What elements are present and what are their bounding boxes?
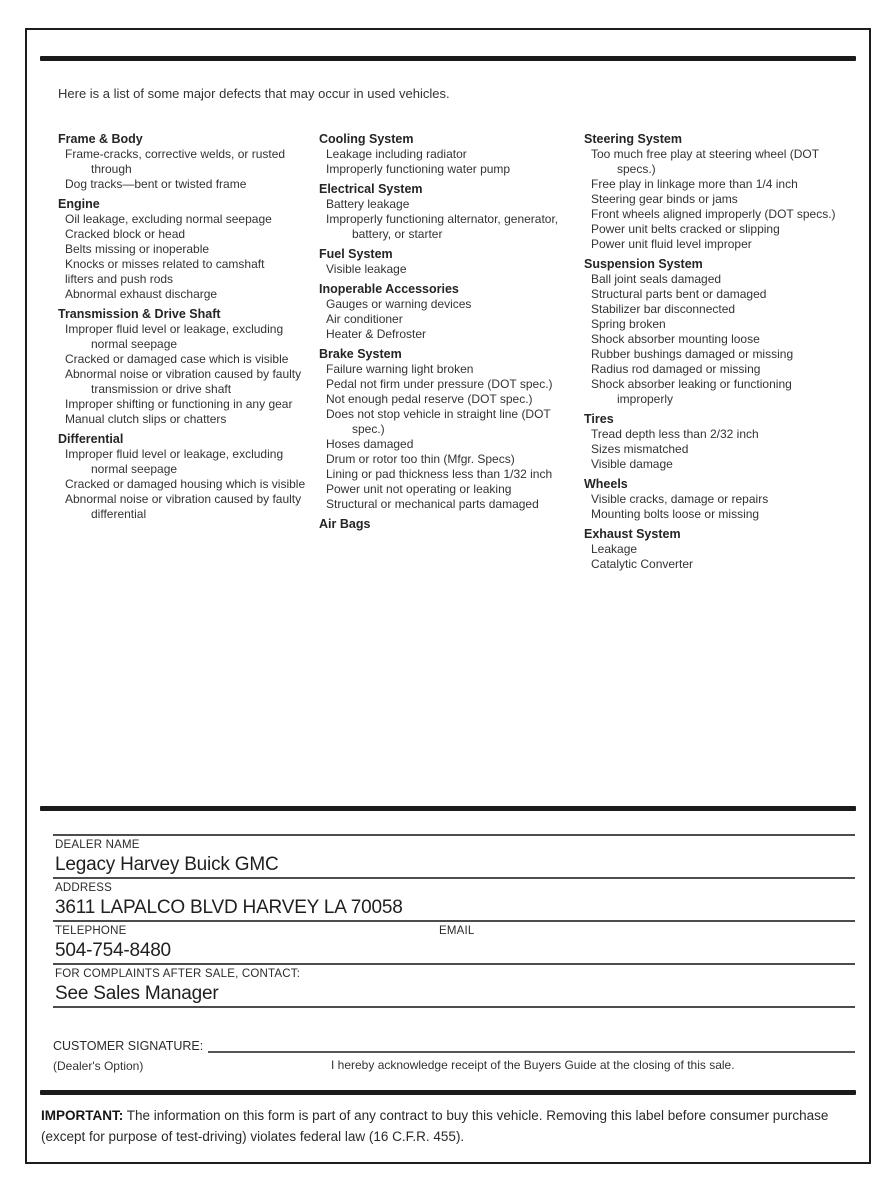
- defect-item: Tread depth less than 2/32 inch: [591, 427, 759, 441]
- defect-item: Oil leakage, excluding normal seepage: [65, 212, 272, 226]
- defect-item: Mounting bolts loose or missing: [591, 507, 760, 521]
- defect-section-title: Exhaust System: [584, 527, 681, 541]
- defect-item: Radius rod damaged or missing: [591, 362, 761, 376]
- defect-item: Visible damage: [591, 457, 673, 471]
- defect-item: Improper fluid level or leakage, excluding normal seepage: [65, 322, 284, 351]
- email-value: [439, 938, 855, 962]
- defect-item: Structural or mechanical parts damaged: [326, 497, 539, 511]
- defects-column: [58, 132, 319, 522]
- dealer-name-label: DEALER NAME: [55, 839, 140, 851]
- defect-item: Dog tracks—bent or twisted frame: [65, 177, 247, 191]
- defect-item: Knocks or misses related to camshaft: [65, 257, 265, 271]
- acknowledgement-text: I hereby acknowledge receipt of the Buyers Guide at the closing of this sale.: [331, 1058, 735, 1072]
- defect-section-title: Inoperable Accessories: [319, 282, 459, 296]
- defect-item: Shock absorber mounting loose: [591, 332, 760, 346]
- defect-section-title: Air Bags: [319, 517, 371, 531]
- defect-section-title: Frame & Body: [58, 132, 143, 146]
- defect-item: Cracked or damaged housing which is visible: [65, 477, 306, 491]
- defect-item: lifters and push rods: [65, 272, 174, 286]
- defect-item: Power unit belts cracked or slipping: [591, 222, 780, 236]
- defect-item: Free play in linkage more than 1/4 inch: [591, 177, 798, 191]
- defect-item: Gauges or warning devices: [326, 297, 472, 311]
- defect-item: Hoses damaged: [326, 437, 414, 451]
- defect-item: Power unit not operating or leaking: [326, 482, 512, 496]
- dealer-name-value: Legacy Harvey Buick GMC: [55, 854, 279, 875]
- defect-item: Steering gear binds or jams: [591, 192, 738, 206]
- defect-item: Ball joint seals damaged: [591, 272, 722, 286]
- defect-item: Rubber bushings damaged or missing: [591, 347, 794, 361]
- address-field: [53, 877, 855, 920]
- defect-item: Failure warning light broken: [326, 362, 474, 376]
- defect-item: Improperly functioning water pump: [326, 162, 511, 176]
- defect-item: Spring broken: [591, 317, 666, 331]
- buyers-guide-back-page: [25, 28, 871, 1164]
- telephone-subfield: [55, 925, 439, 963]
- defects-intro-text: Here is a list of some major defects that may occur in used vehicles.: [58, 86, 450, 101]
- important-section-divider-rule: [40, 1090, 856, 1095]
- customer-signature-row: [53, 1039, 855, 1053]
- defect-item: Leakage: [591, 542, 638, 556]
- defects-column: [584, 132, 857, 572]
- defect-item: Air conditioner: [326, 312, 403, 326]
- customer-signature-label: CUSTOMER SIGNATURE:: [53, 1039, 204, 1053]
- defect-section-title: Wheels: [584, 477, 628, 491]
- defect-section-title: Electrical System: [319, 182, 423, 196]
- important-text: The information on this form is part of any contract to buy this vehicle. Removing this label before consumer purchase (except for purpose of test-driving) violates federal law (16 C.F.R. 455).: [41, 1108, 829, 1144]
- defect-item: Abnormal exhaust discharge: [65, 287, 218, 301]
- defect-item: Stabilizer bar disconnected: [591, 302, 736, 316]
- defect-item: Visible cracks, damage or repairs: [591, 492, 769, 506]
- defect-section-title: Suspension System: [584, 257, 703, 271]
- defect-item: Belts missing or inoperable: [65, 242, 210, 256]
- defect-item: Heater & Defroster: [326, 327, 427, 341]
- defect-item: Battery leakage: [326, 197, 410, 211]
- defect-item: Not enough pedal reserve (DOT spec.): [326, 392, 533, 406]
- dealer-section-divider-rule: [40, 806, 856, 811]
- email-subfield: [439, 925, 855, 963]
- defect-item: Lining or pad thickness less than 1/32 inch: [326, 467, 553, 481]
- defect-item: Abnormal noise or vibration caused by faulty differential: [65, 492, 302, 521]
- defect-item: Does not stop vehicle in straight line (DOT spec.): [326, 407, 551, 436]
- defect-item: Visible leakage: [326, 262, 407, 276]
- defect-item: Pedal not firm under pressure (DOT spec.): [326, 377, 553, 391]
- customer-signature-line: [208, 1040, 855, 1053]
- defects-columns: [58, 132, 857, 806]
- address-value: 3611 LAPALCO BLVD HARVEY LA 70058: [55, 897, 403, 918]
- defect-section-title: Fuel System: [319, 247, 393, 261]
- defect-item: Abnormal noise or vibration caused by faulty transmission or drive shaft: [65, 367, 302, 396]
- defect-item: Power unit fluid level improper: [591, 237, 752, 251]
- defect-item: Too much free play at steering wheel (DOT specs.): [591, 147, 819, 176]
- complaints-contact-value: See Sales Manager: [55, 983, 219, 1004]
- defect-item: Improperly functioning alternator, generator, battery, or starter: [326, 212, 559, 241]
- defect-section-title: Differential: [58, 432, 124, 446]
- defect-item: Shock absorber leaking or functioning improperly: [591, 377, 792, 406]
- defect-item: Sizes mismatched: [591, 442, 689, 456]
- dealer-info-section: [53, 834, 855, 1008]
- defect-item: Structural parts bent or damaged: [591, 287, 767, 301]
- defect-item: Frame-cracks, corrective welds, or rusted through: [65, 147, 286, 176]
- telephone-email-field: [53, 920, 855, 963]
- address-label: ADDRESS: [55, 882, 112, 894]
- top-divider-rule: [40, 56, 856, 61]
- defect-section-title: Engine: [58, 197, 100, 211]
- defect-item: Manual clutch slips or chatters: [65, 412, 227, 426]
- important-label: IMPORTANT:: [41, 1108, 124, 1123]
- defect-item: Front wheels aligned improperly (DOT specs.): [591, 207, 836, 221]
- defect-section-title: Brake System: [319, 347, 402, 361]
- defect-item: Improper shifting or functioning in any gear: [65, 397, 293, 411]
- signature-notes-row: [53, 1057, 855, 1073]
- dealer-name-field: [53, 834, 855, 877]
- telephone-label: TELEPHONE: [55, 925, 127, 937]
- email-label: EMAIL: [439, 925, 475, 937]
- dealer-option-note: (Dealer's Option): [53, 1059, 144, 1073]
- defects-column: [319, 132, 584, 532]
- defect-item: Leakage including radiator: [326, 147, 467, 161]
- complaints-label: FOR COMPLAINTS AFTER SALE, CONTACT:: [55, 968, 301, 980]
- important-notice: [41, 1105, 853, 1147]
- defect-item: Cracked block or head: [65, 227, 186, 241]
- defect-section-title: Cooling System: [319, 132, 414, 146]
- defect-section-title: Transmission & Drive Shaft: [58, 307, 221, 321]
- defect-section-title: Tires: [584, 412, 614, 426]
- complaints-field: [53, 963, 855, 1008]
- defect-item: Drum or rotor too thin (Mfgr. Specs): [326, 452, 515, 466]
- defect-item: Catalytic Converter: [591, 557, 694, 571]
- telephone-value: 504-754-8480: [55, 940, 171, 961]
- defect-item: Cracked or damaged case which is visible: [65, 352, 289, 366]
- defect-section-title: Steering System: [584, 132, 682, 146]
- defect-item: Improper fluid level or leakage, excluding normal seepage: [65, 447, 284, 476]
